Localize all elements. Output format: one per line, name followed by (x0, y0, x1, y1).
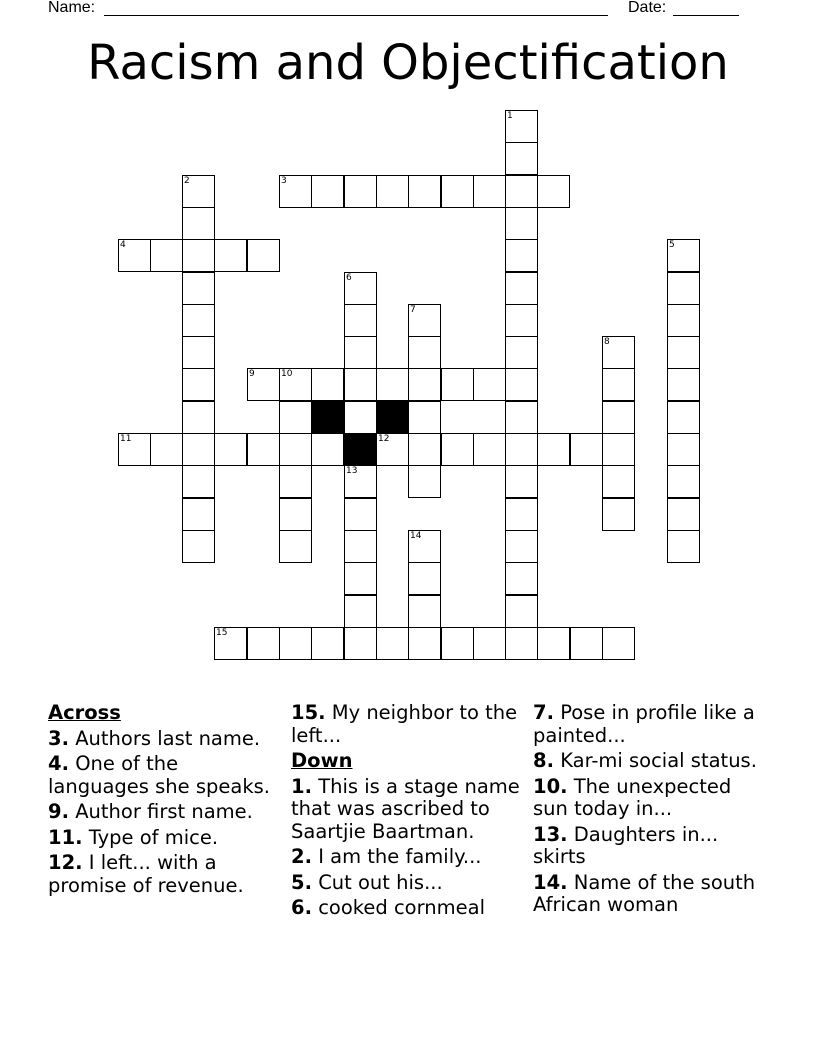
clue-number: 3 (281, 176, 287, 186)
across-clue-15: 15. My neighbor to the left... (291, 701, 518, 747)
crossword-cell[interactable] (376, 175, 409, 208)
crossword-cell[interactable] (667, 401, 700, 434)
across-clue-11: 11. Type of mice. (48, 825, 219, 849)
down-clue-8: 8. Kar-mi social status. (533, 749, 757, 772)
page-title: Racism and Objectification (87, 35, 729, 91)
crossword-cell[interactable] (408, 465, 441, 498)
crossword-cell[interactable] (408, 627, 441, 660)
crossword-cell[interactable] (344, 336, 377, 369)
across-clue-4: 4. One of the languages she speaks. (48, 752, 270, 798)
crossword-cell[interactable] (376, 433, 409, 466)
crossword-cell[interactable] (376, 368, 409, 401)
crossword-cell[interactable] (505, 368, 538, 401)
crossword-cell[interactable] (505, 530, 538, 563)
crossword-cell[interactable] (279, 530, 312, 563)
crossword-cell[interactable] (505, 627, 538, 660)
clue-number: 10 (281, 369, 293, 379)
clues-column-1 (48, 702, 280, 900)
crossword-cell[interactable] (279, 627, 312, 660)
crossword-cell[interactable] (182, 530, 215, 563)
crossword-cell[interactable] (667, 368, 700, 401)
crossword-cell[interactable] (182, 401, 215, 434)
crossword-cell[interactable] (505, 304, 538, 337)
crossword-cell[interactable] (505, 401, 538, 434)
crossword-cell[interactable] (344, 465, 377, 498)
crossword-cell[interactable] (150, 239, 183, 272)
across-clue-12: 12. I left... with a promise of revenue. (48, 851, 244, 897)
crossword-cell[interactable] (667, 465, 700, 498)
crossword-cell[interactable] (505, 110, 538, 143)
crossword-cell[interactable] (182, 465, 215, 498)
crossword-cell[interactable] (570, 627, 603, 660)
crossword-cell[interactable] (505, 239, 538, 272)
crossword-cell[interactable] (505, 336, 538, 369)
clue-number: 8 (604, 337, 610, 347)
crossword-cell[interactable] (408, 368, 441, 401)
across-clue-9: 9. Author first name. (48, 800, 253, 823)
clue-number: 1 (507, 111, 513, 121)
crossword-cell[interactable] (182, 175, 215, 208)
crossword-cell[interactable] (441, 627, 474, 660)
crossword-block-cell (311, 401, 344, 434)
crossword-cell[interactable] (537, 175, 570, 208)
crossword-cell[interactable] (214, 627, 247, 660)
clue-number: 9 (249, 369, 255, 379)
crossword-cell[interactable] (182, 433, 215, 466)
crossword-cell[interactable] (247, 239, 280, 272)
clue-number: 6 (346, 273, 352, 283)
crossword-cell[interactable] (311, 433, 344, 466)
crossword-cell[interactable] (118, 433, 151, 466)
crossword-cell[interactable] (408, 595, 441, 628)
crossword-cell[interactable] (182, 272, 215, 305)
down-clue-6: 6. cooked cornmeal (291, 896, 485, 919)
crossword-cell[interactable] (473, 627, 506, 660)
crossword-block-cell (376, 401, 409, 434)
down-clue-10: 10. The unexpected sun today in... (533, 774, 732, 820)
crossword-cell[interactable] (505, 498, 538, 531)
crossword-cell[interactable] (344, 498, 377, 531)
crossword-cell[interactable] (602, 433, 635, 466)
crossword-cell[interactable] (279, 465, 312, 498)
crossword-cell[interactable] (441, 433, 474, 466)
crossword-cell[interactable] (279, 433, 312, 466)
crossword-cell[interactable] (344, 530, 377, 563)
clue-number: 5 (669, 240, 675, 250)
crossword-cell[interactable] (667, 272, 700, 305)
crossword-cell[interactable] (344, 595, 377, 628)
clues-column-3 (533, 702, 765, 920)
crossword-cell[interactable] (311, 175, 344, 208)
crossword-cell[interactable] (667, 498, 700, 531)
crossword-cell[interactable] (118, 239, 151, 272)
down-clue-7: 7. Pose in profile like a painted... (533, 701, 755, 747)
crossword-cell[interactable] (602, 368, 635, 401)
crossword-cell[interactable] (408, 562, 441, 595)
crossword-cell[interactable] (344, 401, 377, 434)
crossword-cell[interactable] (182, 239, 215, 272)
crossword-cell[interactable] (473, 175, 506, 208)
down-clue-13: 13. Daughters in... skirts (533, 822, 719, 868)
clue-number: 11 (120, 434, 132, 444)
crossword-cell[interactable] (441, 175, 474, 208)
crossword-cell[interactable] (602, 627, 635, 660)
crossword-cell[interactable] (182, 368, 215, 401)
date-label: Date: (628, 0, 667, 16)
crossword-cell[interactable] (441, 368, 474, 401)
crossword-cell[interactable] (505, 433, 538, 466)
crossword-cell[interactable] (505, 595, 538, 628)
crossword-cell[interactable] (667, 433, 700, 466)
clue-number: 14 (410, 531, 422, 541)
crossword-cell[interactable] (602, 498, 635, 531)
crossword-cell[interactable] (344, 272, 377, 305)
crossword-cell[interactable] (214, 433, 247, 466)
crossword-cell[interactable] (279, 368, 312, 401)
crossword-cell[interactable] (667, 239, 700, 272)
name-label: Name: (48, 0, 96, 16)
crossword-cell[interactable] (505, 465, 538, 498)
crossword-cell[interactable] (182, 336, 215, 369)
crossword-cell[interactable] (602, 336, 635, 369)
crossword-cell[interactable] (150, 433, 183, 466)
crossword-block-cell (344, 433, 377, 466)
crossword-cell[interactable] (505, 142, 538, 175)
crossword-cell[interactable] (408, 304, 441, 337)
clue-number: 4 (120, 240, 126, 250)
down-clue-14: 14. Name of the south African woman (533, 870, 756, 916)
across-heading: Across (48, 701, 121, 724)
down-clue-1: 1. This is a stage name that was ascribed to Saartjie Baartman. (291, 774, 520, 843)
crossword-cell[interactable] (182, 304, 215, 337)
crossword-cell[interactable] (344, 368, 377, 401)
crossword-cell[interactable] (505, 175, 538, 208)
crossword-cell[interactable] (344, 304, 377, 337)
crossword-cell[interactable] (408, 401, 441, 434)
crossword-cell[interactable] (311, 368, 344, 401)
crossword-cell[interactable] (667, 530, 700, 563)
crossword-cell[interactable] (376, 627, 409, 660)
crossword-cell[interactable] (247, 627, 280, 660)
crossword-cell[interactable] (182, 207, 215, 240)
crossword-cell[interactable] (473, 368, 506, 401)
down-heading: Down (291, 749, 353, 772)
clues-column-2 (291, 702, 523, 923)
crossword-cell[interactable] (570, 433, 603, 466)
crossword-cell[interactable] (505, 272, 538, 305)
crossword-cell[interactable] (279, 401, 312, 434)
down-clue-5: 5. Cut out his... (291, 870, 443, 894)
crossword-cell[interactable] (408, 336, 441, 369)
crossword-cell[interactable] (667, 336, 700, 369)
crossword-cell[interactable] (279, 175, 312, 208)
crossword-cell[interactable] (537, 433, 570, 466)
crossword-cell[interactable] (311, 627, 344, 660)
across-clue-3: 3. Authors last name. (48, 726, 261, 750)
crossword-cell[interactable] (408, 175, 441, 208)
crossword-cell[interactable] (214, 239, 247, 272)
crossword-cell[interactable] (279, 498, 312, 531)
crossword-cell[interactable] (602, 465, 635, 498)
crossword-cell[interactable] (505, 207, 538, 240)
crossword-cell[interactable] (247, 433, 280, 466)
clue-number: 15 (216, 628, 228, 638)
clue-number: 12 (378, 434, 390, 444)
crossword-cell[interactable] (344, 627, 377, 660)
crossword-cell[interactable] (667, 304, 700, 337)
crossword-cell[interactable] (505, 562, 538, 595)
crossword-cell[interactable] (408, 433, 441, 466)
crossword-cell[interactable] (247, 368, 280, 401)
crossword-cell[interactable] (602, 401, 635, 434)
clue-number: 13 (346, 466, 358, 476)
crossword-cell[interactable] (344, 175, 377, 208)
crossword-cell[interactable] (182, 498, 215, 531)
crossword-cell[interactable] (537, 627, 570, 660)
clue-number: 2 (184, 176, 190, 186)
clue-number: 7 (410, 305, 416, 315)
crossword-cell[interactable] (473, 433, 506, 466)
crossword-cell[interactable] (408, 530, 441, 563)
crossword-cell[interactable] (344, 562, 377, 595)
down-clue-2: 2. I am the family... (291, 845, 482, 868)
